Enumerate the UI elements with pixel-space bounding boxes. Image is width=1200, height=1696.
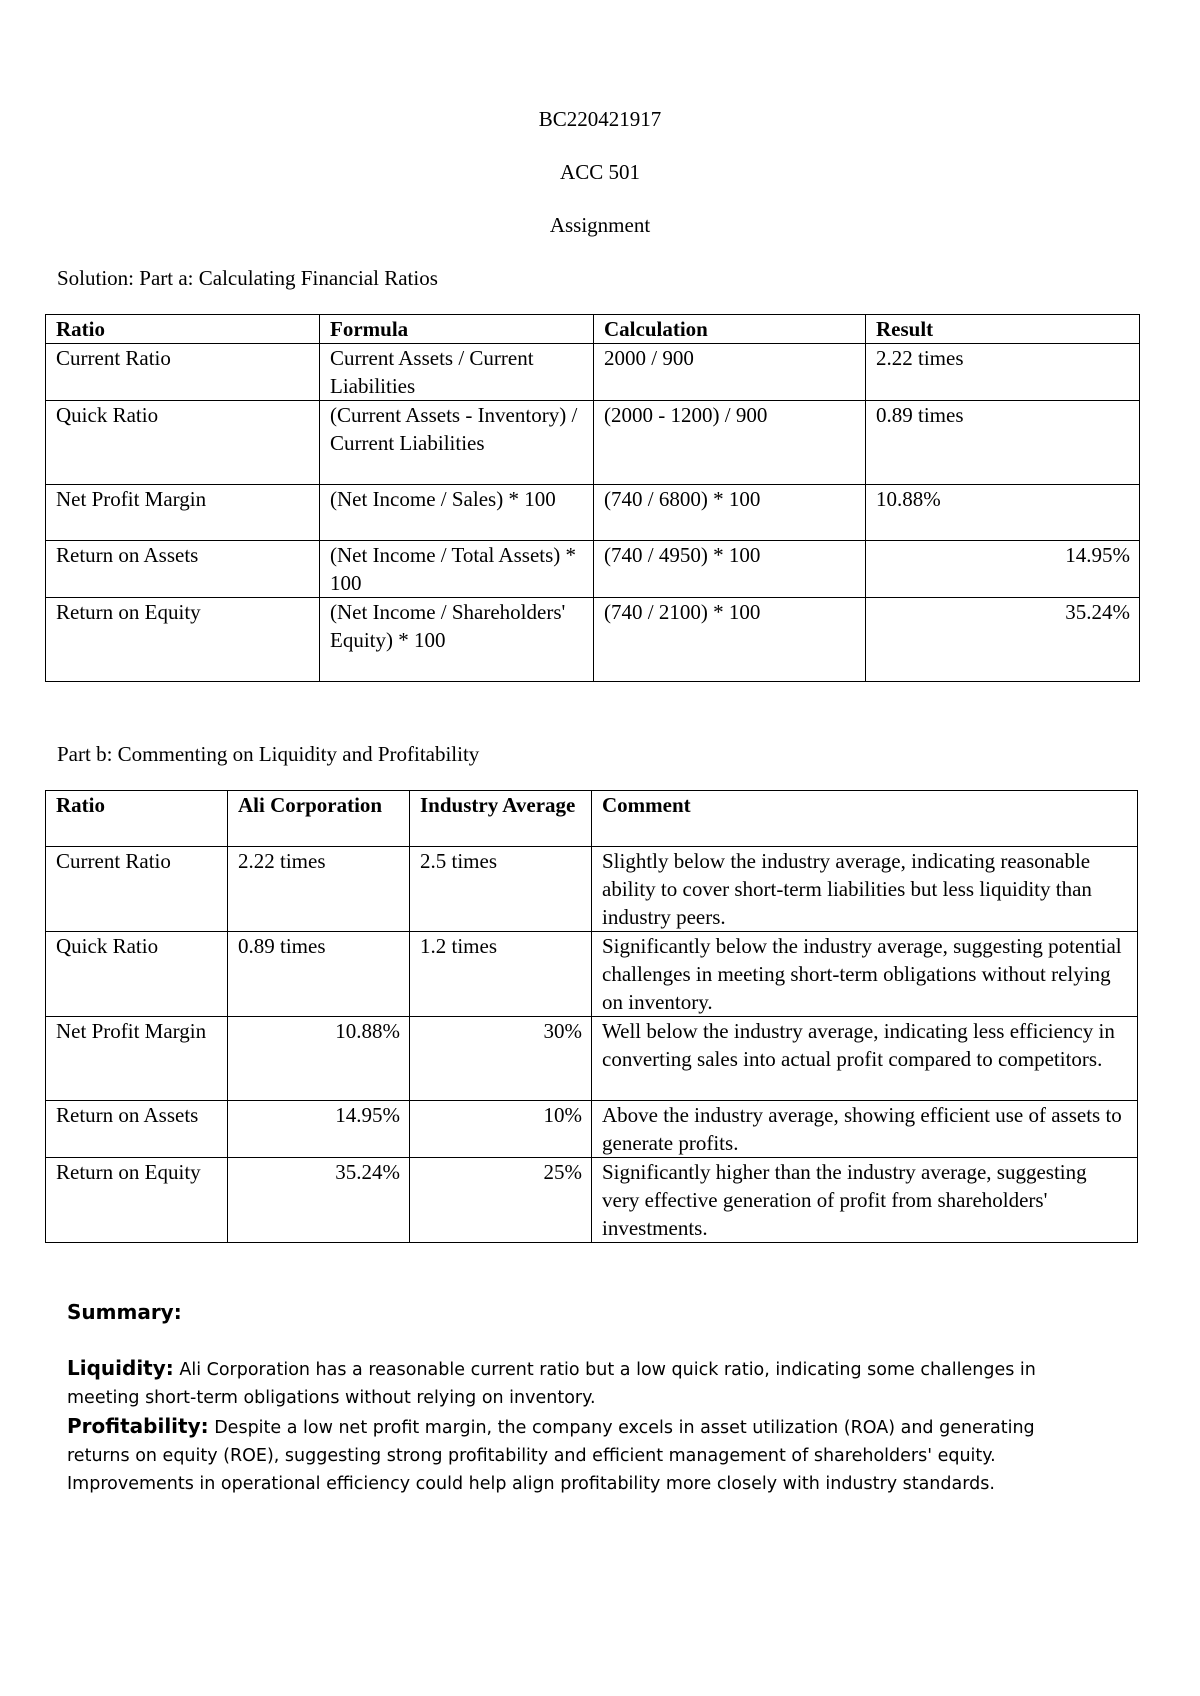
ratio-comparison-table xyxy=(45,790,1138,1243)
table-row xyxy=(46,344,1140,401)
profitability-text: Despite a low net profit margin, the company excels in asset utilization (ROA) and generating returns on equity (ROE), suggesting strong profitability and efficient management of shareholders' equity. Improvements in operational efficiency could help align profitability more closely with industry standards. xyxy=(67,1418,1035,1494)
ratio-cell: Return on Equity xyxy=(46,1158,228,1243)
column-header: Calculation xyxy=(594,315,866,344)
formula-cell: (Net Income / Shareholders' Equity) * 100 xyxy=(320,598,594,682)
ali-corporation-cell: 10.88% xyxy=(228,1017,410,1101)
part-b-title: Part b: Commenting on Liquidity and Profitability xyxy=(57,742,480,766)
result-cell: 10.88% xyxy=(866,485,1140,541)
table-row xyxy=(46,485,1140,541)
ratio-cell: Return on Assets xyxy=(46,1101,228,1158)
course-code: ACC 501 xyxy=(560,160,640,184)
result-cell: 0.89 times xyxy=(866,401,1140,485)
comment-cell: Significantly below the industry average, suggesting potential challenges in meeting short-term obligations without relying on inventory. xyxy=(592,932,1138,1017)
table-row xyxy=(46,1017,1138,1101)
column-header: Comment xyxy=(592,791,1138,847)
liquidity-label: Liquidity: xyxy=(67,1356,174,1380)
industry-average-cell: 10% xyxy=(410,1101,592,1158)
table-row xyxy=(46,847,1138,932)
liquidity-paragraph xyxy=(67,1354,1067,1412)
column-header: Industry Average xyxy=(410,791,592,847)
comment-cell: Well below the industry average, indicating less efficiency in converting sales into actual profit compared to competitors. xyxy=(592,1017,1138,1101)
comment-cell: Significantly higher than the industry average, suggesting very effective generation of profit from shareholders' investments. xyxy=(592,1158,1138,1243)
industry-average-cell: 30% xyxy=(410,1017,592,1101)
formula-cell: (Current Assets - Inventory) / Current Liabilities xyxy=(320,401,594,485)
formula-cell: Current Assets / Current Liabilities xyxy=(320,344,594,401)
industry-average-cell: 2.5 times xyxy=(410,847,592,932)
ratio-cell: Quick Ratio xyxy=(46,401,320,485)
table-header-row xyxy=(46,315,1140,344)
result-cell: 35.24% xyxy=(866,598,1140,682)
column-header: Ratio xyxy=(46,791,228,847)
table-header-row xyxy=(46,791,1138,847)
table-row xyxy=(46,541,1140,598)
ratio-cell: Quick Ratio xyxy=(46,932,228,1017)
result-cell: 2.22 times xyxy=(866,344,1140,401)
table-row xyxy=(46,1101,1138,1158)
part-a-title: Solution: Part a: Calculating Financial Ratios xyxy=(57,266,438,290)
column-header: Formula xyxy=(320,315,594,344)
comment-cell: Slightly below the industry average, indicating reasonable ability to cover short-term liabilities but less liquidity than industry peers. xyxy=(592,847,1138,932)
ratio-cell: Current Ratio xyxy=(46,344,320,401)
ali-corporation-cell: 0.89 times xyxy=(228,932,410,1017)
table-row xyxy=(46,598,1140,682)
ratio-calculation-table xyxy=(45,314,1140,682)
column-header: Ali Corporation xyxy=(228,791,410,847)
ali-corporation-cell: 14.95% xyxy=(228,1101,410,1158)
ratio-cell: Return on Equity xyxy=(46,598,320,682)
document-type: Assignment xyxy=(549,213,651,237)
result-cell: 14.95% xyxy=(866,541,1140,598)
profitability-paragraph xyxy=(67,1412,1067,1498)
ratio-cell: Net Profit Margin xyxy=(46,485,320,541)
summary-section xyxy=(67,1298,1067,1498)
ratio-cell: Current Ratio xyxy=(46,847,228,932)
industry-average-cell: 1.2 times xyxy=(410,932,592,1017)
column-header: Result xyxy=(866,315,1140,344)
profitability-label: Profitability: xyxy=(67,1414,209,1438)
student-id: BC220421917 xyxy=(538,107,662,131)
summary-heading: Summary: xyxy=(67,1300,182,1324)
calculation-cell: 2000 / 900 xyxy=(594,344,866,401)
ali-corporation-cell: 35.24% xyxy=(228,1158,410,1243)
ali-corporation-cell: 2.22 times xyxy=(228,847,410,932)
table-row xyxy=(46,1158,1138,1243)
table-row xyxy=(46,401,1140,485)
table-row xyxy=(46,932,1138,1017)
calculation-cell: (740 / 4950) * 100 xyxy=(594,541,866,598)
calculation-cell: (740 / 2100) * 100 xyxy=(594,598,866,682)
liquidity-text: Ali Corporation has a reasonable current ratio but a low quick ratio, indicating some challenges in meeting short-term obligations without relying on inventory. xyxy=(67,1360,1036,1408)
industry-average-cell: 25% xyxy=(410,1158,592,1243)
column-header: Ratio xyxy=(46,315,320,344)
formula-cell: (Net Income / Total Assets) * 100 xyxy=(320,541,594,598)
calculation-cell: (2000 - 1200) / 900 xyxy=(594,401,866,485)
ratio-cell: Net Profit Margin xyxy=(46,1017,228,1101)
comment-cell: Above the industry average, showing efficient use of assets to generate profits. xyxy=(592,1101,1138,1158)
formula-cell: (Net Income / Sales) * 100 xyxy=(320,485,594,541)
calculation-cell: (740 / 6800) * 100 xyxy=(594,485,866,541)
ratio-cell: Return on Assets xyxy=(46,541,320,598)
